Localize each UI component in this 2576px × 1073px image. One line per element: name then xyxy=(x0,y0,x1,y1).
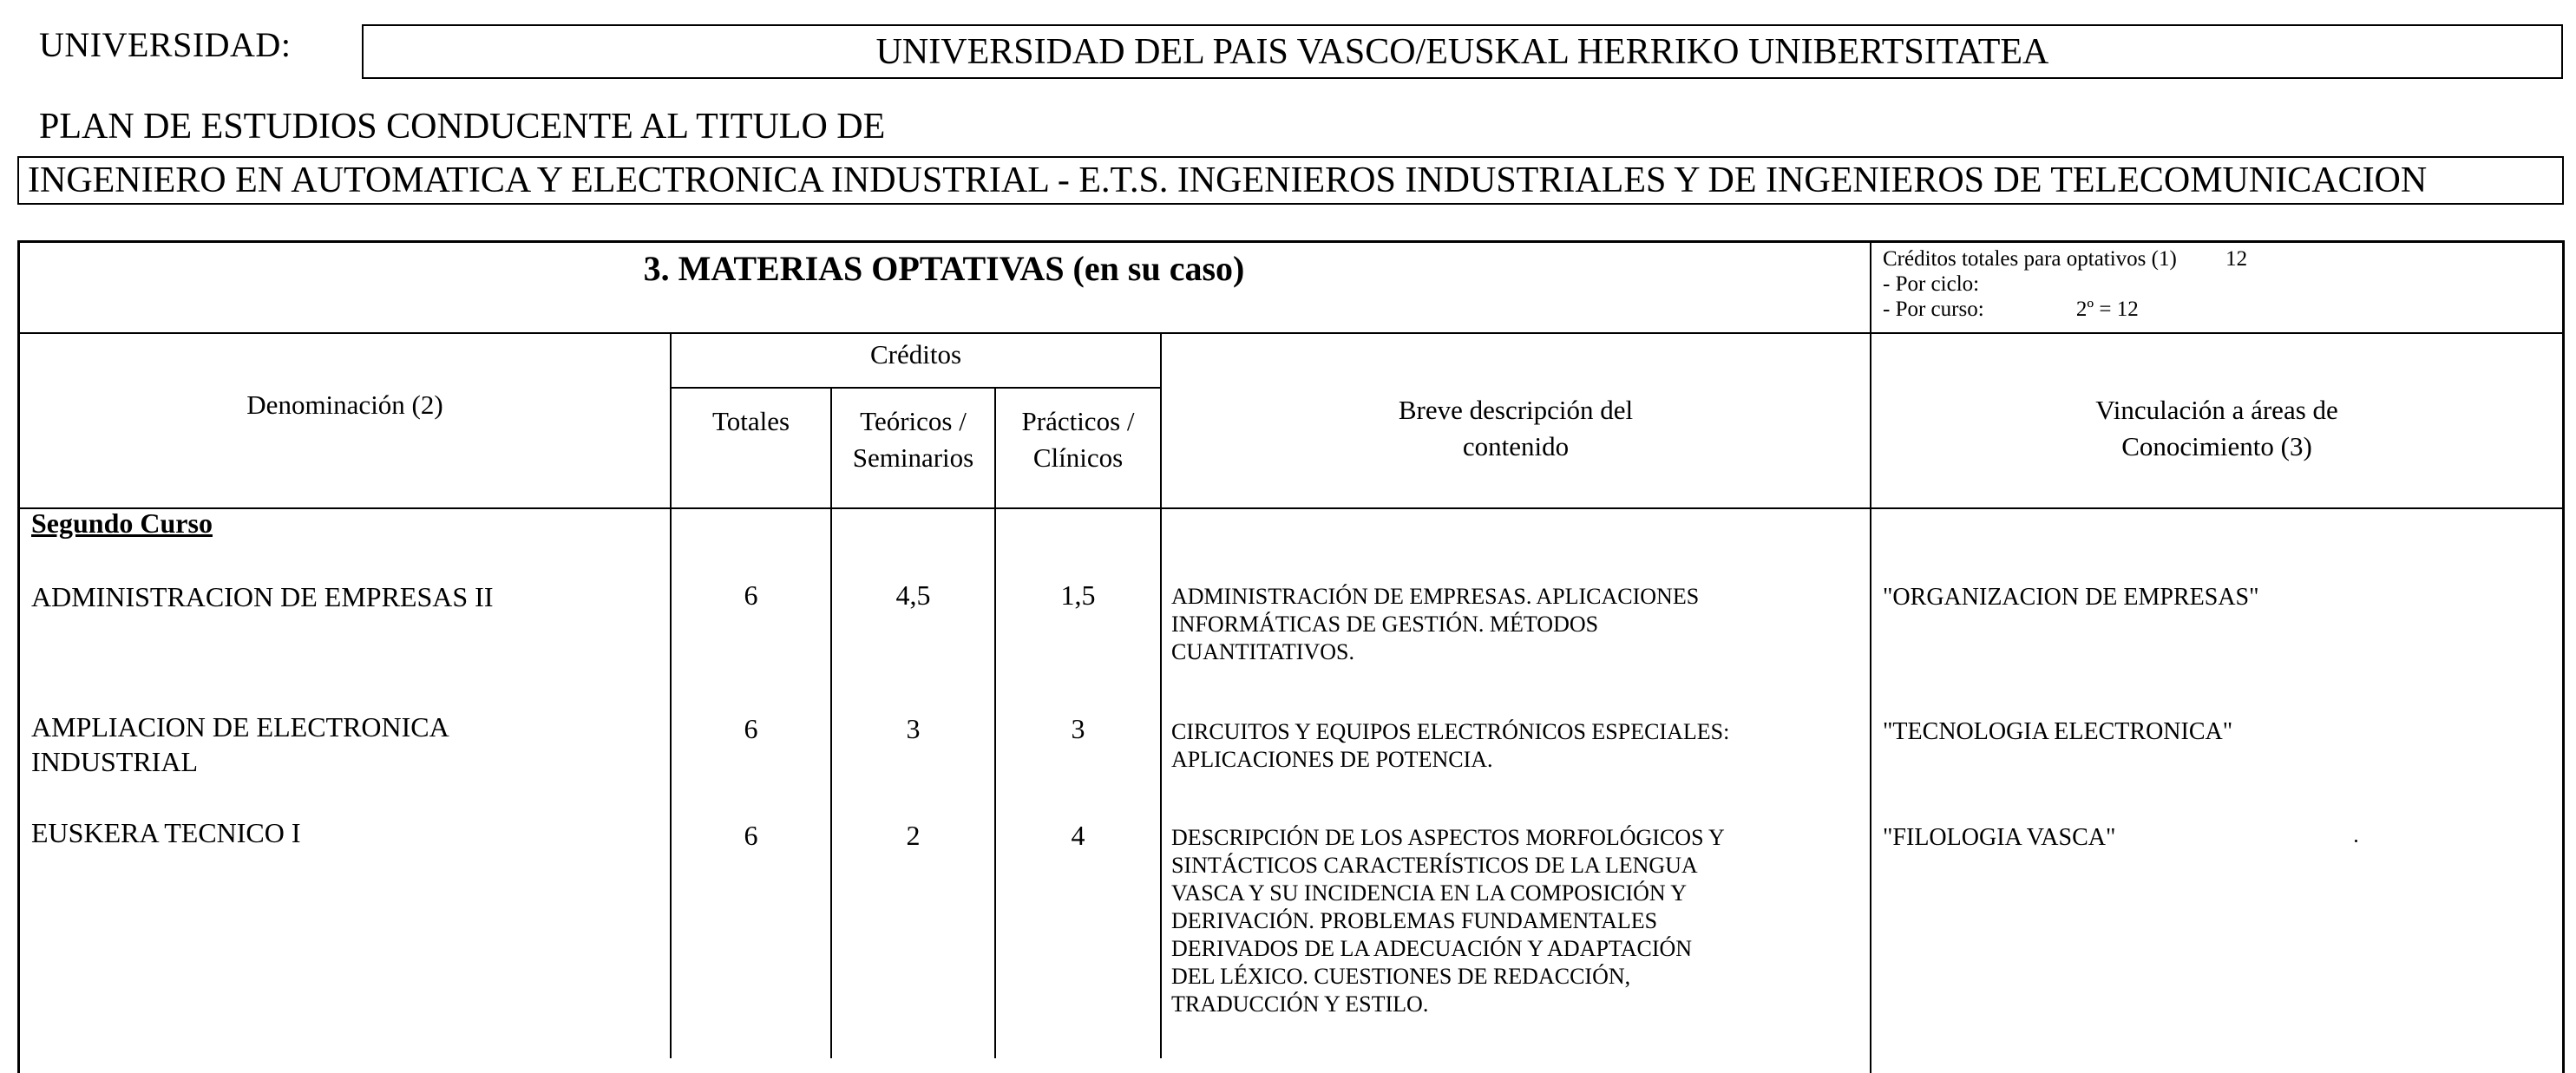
row2-desc-line: CIRCUITOS Y EQUIPOS ELECTRÓNICOS ESPECIALES: xyxy=(1171,719,1730,744)
row2-totales: 6 xyxy=(744,713,758,744)
row3-practicos: 4 xyxy=(1071,820,1085,851)
credits-total-label: Créditos totales para optativos (1) xyxy=(1883,247,2177,271)
credits-por-curso-label: - Por curso: xyxy=(1883,298,1984,321)
header-vinculacion-line1: Vinculación a áreas de xyxy=(2095,395,2338,425)
row3-totales: 6 xyxy=(744,820,758,851)
row2-denominacion-line2: INDUSTRIAL xyxy=(31,746,198,777)
plan-label: PLAN DE ESTUDIOS CONDUCENTE AL TITULO DE xyxy=(39,107,886,147)
row1-descripcion xyxy=(1171,583,1699,666)
credits-por-curso-value: 2º = 12 xyxy=(2075,298,2139,321)
row2-desc-line: APLICACIONES DE POTENCIA. xyxy=(1171,747,1493,772)
row3-teoricos: 2 xyxy=(906,820,921,851)
credits-por-ciclo: - Por ciclo: xyxy=(1883,272,1980,296)
header-teoricos xyxy=(832,403,994,476)
header-descripcion-line2: contenido xyxy=(1462,431,1570,461)
row2-area: "TECNOLOGIA ELECTRONICA" xyxy=(1883,718,2233,745)
table-body-divider xyxy=(17,507,2565,509)
row1-desc-line: CUANTITATIVOS. xyxy=(1171,639,1354,664)
stray-mark-dot xyxy=(2355,840,2357,842)
table-title-text: 3. MATERIAS OPTATIVAS (en su caso) xyxy=(643,249,1245,288)
row1-desc-line: ADMINISTRACIÓN DE EMPRESAS. APLICACIONES xyxy=(1171,584,1700,609)
header-creditos: Créditos xyxy=(869,339,962,370)
header-teoricos-line2: Seminarios xyxy=(852,442,974,473)
header-descripcion-line1: Breve descripción del xyxy=(1398,395,1634,425)
row3-desc-line: TRADUCCIÓN Y ESTILO. xyxy=(1171,991,1429,1017)
header-practicos-line2: Clínicos xyxy=(1032,442,1124,473)
credits-info xyxy=(1883,246,2560,322)
column-divider-vinculacion xyxy=(1870,240,1871,1073)
row2-descripcion xyxy=(1171,718,1729,774)
header-vinculacion xyxy=(1871,392,2562,465)
row3-descripcion xyxy=(1171,824,1725,1018)
header-descripcion xyxy=(1162,392,1870,465)
universidad-label: UNIVERSIDAD: xyxy=(39,25,292,64)
row3-desc-line: DERIVACIÓN. PROBLEMAS FUNDAMENTALES xyxy=(1171,908,1658,933)
header-denominacion: Denominación (2) xyxy=(246,389,443,420)
row3-desc-line: SINTÁCTICOS CARACTERÍSTICOS DE LA LENGUA xyxy=(1171,853,1698,878)
row2-practicos: 3 xyxy=(1071,713,1085,744)
row1-practicos: 1,5 xyxy=(1060,579,1096,611)
column-divider-totales xyxy=(670,332,672,1058)
universidad-value: UNIVERSIDAD DEL PAIS VASCO/EUSKAL HERRIKO UNIBERTSITATEA xyxy=(875,31,2049,72)
row3-area: "FILOLOGIA VASCA" xyxy=(1883,824,2116,851)
row3-desc-line: DERIVADOS DE LA ADECUACIÓN Y ADAPTACIÓN xyxy=(1171,936,1693,961)
section-segundo-curso: Segundo Curso xyxy=(31,507,213,539)
header-totales: Totales xyxy=(711,406,790,436)
row1-desc-line: INFORMÁTICAS DE GESTIÓN. MÉTODOS xyxy=(1171,612,1599,637)
titulo-value: INGENIERO EN AUTOMATICA Y ELECTRONICA INDUSTRIAL - E.T.S. INGENIEROS INDUSTRIALES Y DE INGENIEROS DE TELECOMUNICACION xyxy=(28,160,2428,200)
header-teoricos-line1: Teóricos / xyxy=(860,406,967,436)
row1-teoricos: 4,5 xyxy=(895,579,931,611)
titulo-box xyxy=(17,156,2564,205)
table-title xyxy=(20,241,1868,328)
row1-area: "ORGANIZACION DE EMPRESAS" xyxy=(1883,584,2259,611)
header-practicos-line1: Prácticos / xyxy=(1021,406,1135,436)
header-practicos xyxy=(996,403,1160,476)
universidad-value-box xyxy=(362,24,2563,79)
row3-desc-line: VASCA Y SU INCIDENCIA EN LA COMPOSICIÓN Y xyxy=(1171,880,1687,906)
row1-denominacion: ADMINISTRACION DE EMPRESAS II xyxy=(31,581,494,612)
row2-denominacion xyxy=(31,710,449,779)
row2-teoricos: 3 xyxy=(906,713,921,744)
credits-total-value: 12 xyxy=(2225,247,2248,271)
row2-denominacion-line1: AMPLIACION DE ELECTRONICA xyxy=(31,711,449,743)
table-header-divider xyxy=(17,332,2565,334)
row3-desc-line: DESCRIPCIÓN DE LOS ASPECTOS MORFOLÓGICOS Y xyxy=(1171,825,1725,850)
row3-desc-line: DEL LÉXICO. CUESTIONES DE REDACCIÓN, xyxy=(1171,964,1631,989)
row1-totales: 6 xyxy=(744,579,758,611)
header-vinculacion-line2: Conocimiento (3) xyxy=(2121,431,2312,461)
row3-denominacion: EUSKERA TECNICO I xyxy=(31,817,301,848)
creditos-subheader-divider xyxy=(670,387,1162,389)
